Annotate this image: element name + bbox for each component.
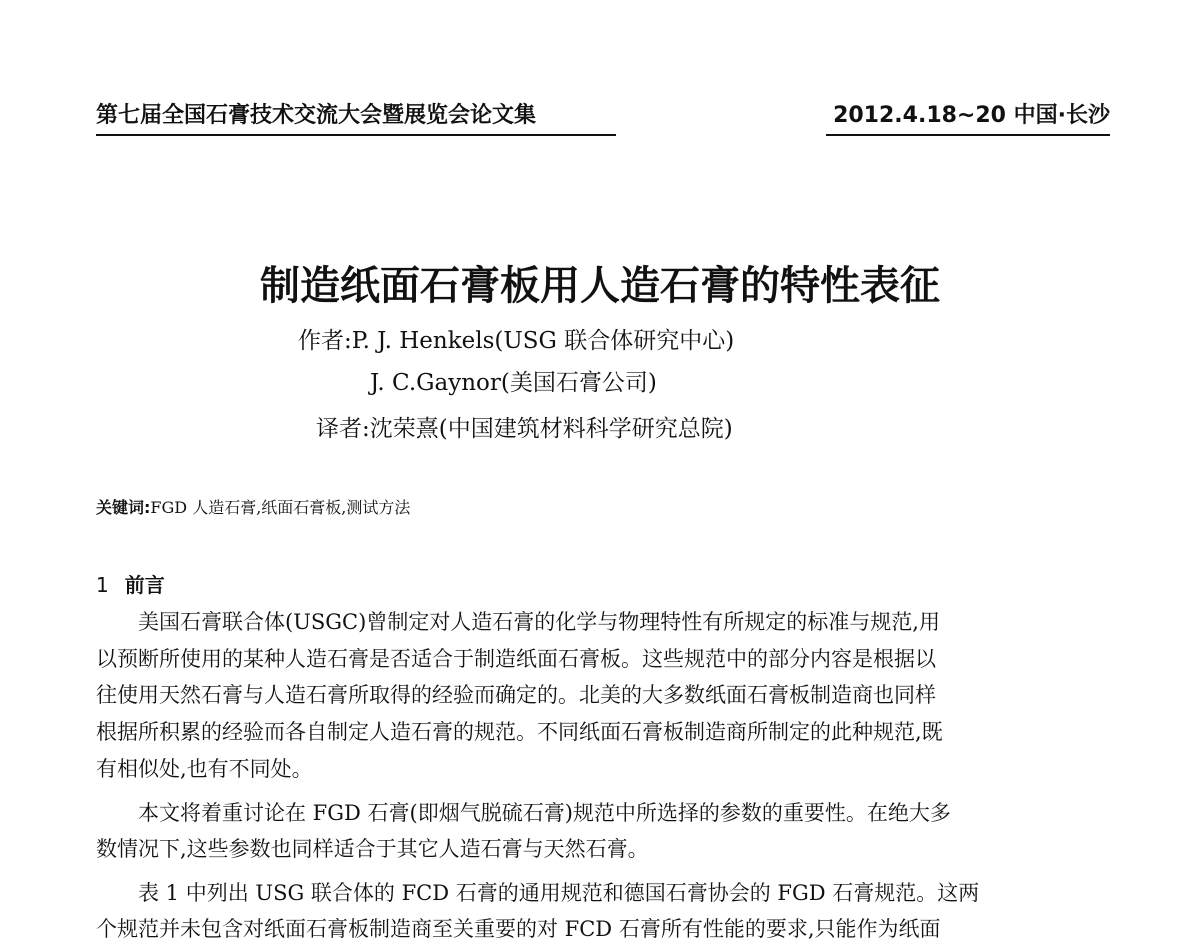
- section-heading: [96, 570, 165, 600]
- body-line: 表 1 中列出 USG 联合体的 FCD 石膏的通用规范和德国石膏协会的 FGD 石膏规范。这两: [138, 881, 980, 905]
- body-line: 根据所积累的经验而各自制定人造石膏的规范。不同纸面石膏板制造商所制定的此种规范,既: [96, 720, 943, 744]
- keywords-text: FGD 人造石膏,纸面石膏板,测试方法: [150, 498, 411, 517]
- paper-title: 制造纸面石膏板用人造石膏的特性表征: [260, 263, 940, 309]
- header-conference-title: 第七届全国石膏技术交流大会暨展览会论文集: [96, 98, 616, 136]
- translator-line: 译者:沈荣熹(中国建筑材料科学研究总院): [316, 416, 733, 442]
- author-line-2: J. C.Gaynor(美国石膏公司): [370, 370, 657, 396]
- body-line: 个规范并未包含对纸面石膏板制造商至关重要的对 FCD 石膏所有性能的要求,只能作为纸面: [96, 917, 941, 941]
- body-line: 数情况下,这些参数也同样适合于其它人造石膏与天然石膏。: [96, 837, 649, 861]
- author-line-1: 作者:P. J. Henkels(USG 联合体研究中心): [298, 328, 735, 354]
- body-line: 往使用天然石膏与人造石膏所取得的经验而确定的。北美的大多数纸面石膏板制造商也同样: [96, 683, 936, 707]
- keywords: [96, 496, 410, 520]
- body-line: 有相似处,也有不同处。: [96, 757, 313, 781]
- body-line: 以预断所使用的某种人造石膏是否适合于制造纸面石膏板。这些规范中的部分内容是根据以: [96, 647, 936, 671]
- header-date-location: 2012.4.18~20 中国·长沙: [826, 98, 1110, 136]
- section-title: 前言: [124, 573, 165, 597]
- body-line: 美国石膏联合体(USGC)曾制定对人造石膏的化学与物理特性有所规定的标准与规范,用: [138, 610, 940, 634]
- keywords-label: 关键词:: [96, 498, 151, 517]
- section-number: 1: [96, 573, 109, 597]
- body-line: 本文将着重讨论在 FGD 石膏(即烟气脱硫石膏)规范中所选择的参数的重要性。在绝大多: [138, 801, 951, 825]
